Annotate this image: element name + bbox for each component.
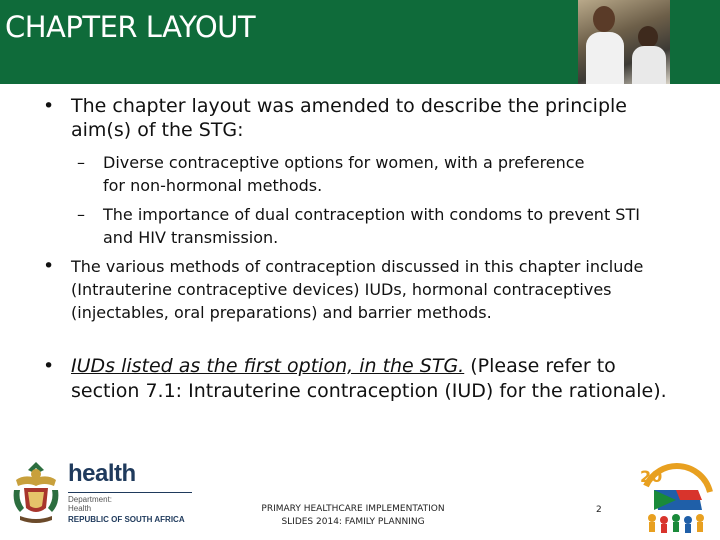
bullet-1 [43,94,631,142]
logo-health-line: Health [68,504,92,513]
sub-bullet-1-text: Diverse contraceptive options for women, with a preference for non-hormonal methods. [103,153,585,195]
sub-bullet-2 [77,203,663,249]
twenty-years-freedom-badge-icon [636,456,716,536]
coat-of-arms-icon [10,460,62,524]
sub-bullet-1 [77,151,603,197]
footer-line-2: SLIDES 2014: FAMILY PLANNING [281,517,425,527]
bullet-3-emphasis: IUDs listed as the first option, in the STG. [71,355,465,377]
photo-figure-head [593,6,615,32]
slide-title: CHAPTER LAYOUT [5,10,256,44]
bullet-marker: • [43,95,55,117]
footer-caption [248,503,458,529]
header-photo [578,0,670,84]
bullet-1-text: The chapter layout was amended to describe the principle aim(s) of the STG: [71,95,627,141]
sub-bullet-2-text: The importance of dual contraception with condoms to prevent STI and HIV transmission. [103,205,640,247]
logo-country: REPUBLIC OF SOUTH AFRICA [68,515,185,524]
photo-child-head [638,26,658,48]
bullet-2-text: The various methods of contraception discussed in this chapter include (Intrauterine contraceptive devices) IUDs, hormonal contraceptives (injectables, oral preparations) and barrier methods. [71,257,644,322]
page-number: 2 [596,505,602,515]
department-health-logo [10,460,195,528]
svg-text:20: 20 [640,467,663,486]
bullet-3 [43,354,686,404]
logo-wordmark [68,460,136,488]
bullet-marker: • [43,255,55,277]
logo-department-line: Department: [68,495,113,504]
logo-health-word: health [68,460,136,487]
logo-department [68,495,112,513]
logo-divider [68,492,192,493]
dash-marker: – [77,205,85,224]
bullet-3-text: (Please refer to section 7.1: Intrauterine contraception (IUD) for the rationale). [71,355,667,402]
title-banner [0,0,720,84]
dash-marker: – [77,153,85,172]
bullet-2 [43,255,671,324]
photo-figure-body [586,32,624,84]
bullet-marker: • [43,355,55,377]
footer-line-1: PRIMARY HEALTHCARE IMPLEMENTATION [261,504,445,514]
photo-child-body [632,46,666,84]
